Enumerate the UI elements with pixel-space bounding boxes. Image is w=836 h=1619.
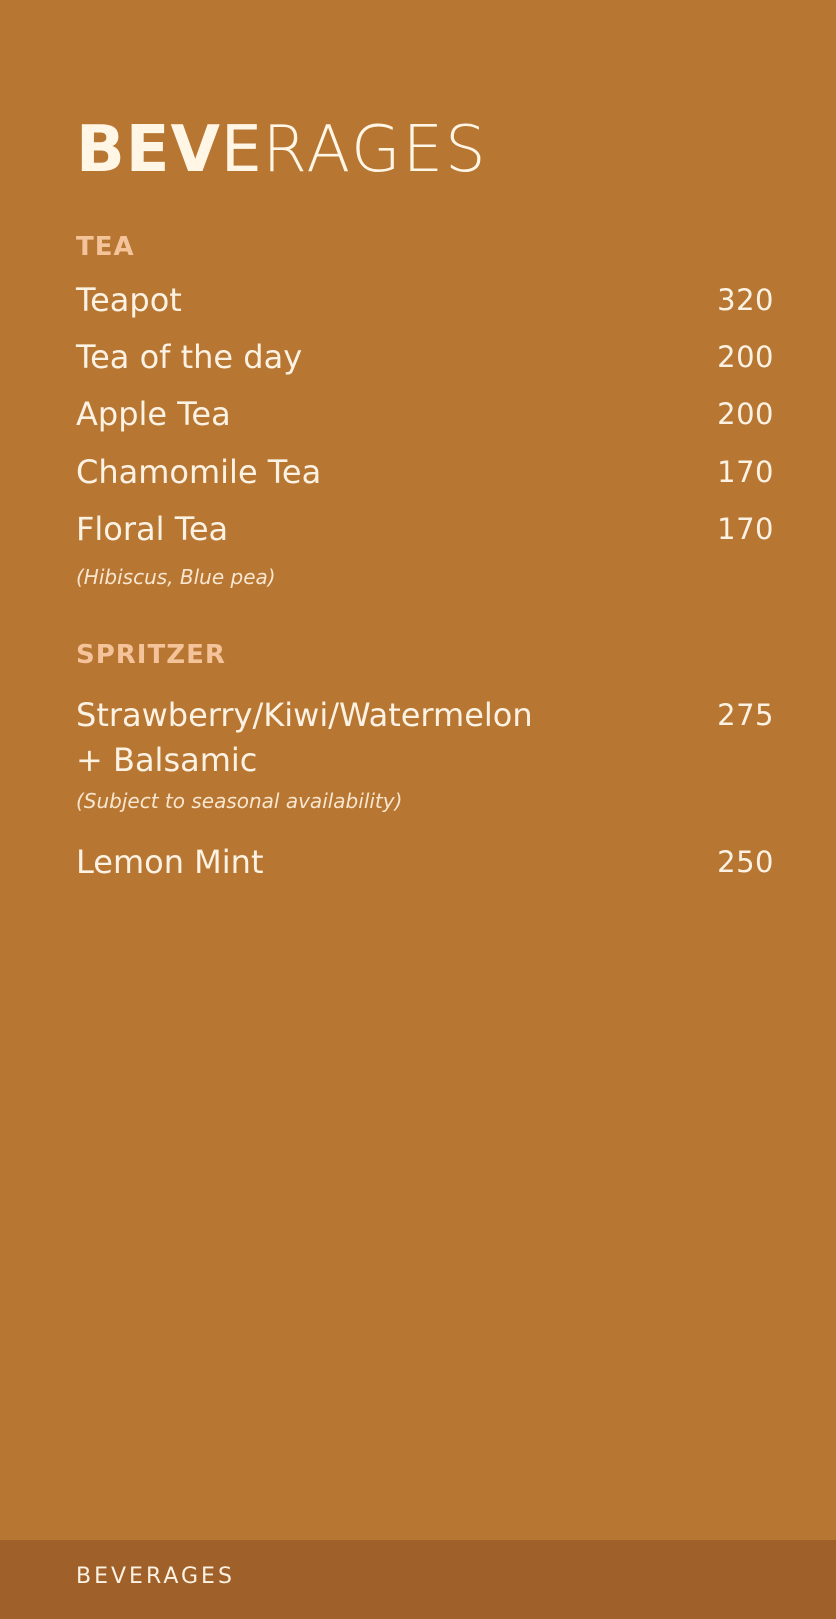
item-price: 275 [717,698,774,732]
item-name: Apple Tea [76,395,231,433]
item-price: 200 [717,340,774,374]
menu-item-strawberry-spritzer [76,693,774,783]
menu-item-lemon-mint [76,840,774,885]
item-note-floral-tea: (Hibiscus, Blue pea) [76,565,276,589]
menu-item-chamomile-tea [76,450,774,495]
page-title-part: BEV [76,113,222,187]
item-price: 320 [717,283,774,317]
item-name: Floral Tea [76,510,229,548]
section-heading-tea: TEA [76,232,135,262]
footer-label: BEVERAGES [76,1564,235,1589]
item-note-strawberry-spritzer: (Subject to seasonal availability) [76,789,403,813]
menu-item-tea-of-the-day [76,335,774,380]
item-name: Chamomile Tea [76,453,322,491]
item-name: Tea of the day [76,338,303,376]
item-name: Teapot [76,281,182,319]
menu-item-teapot [76,278,774,323]
section-heading-spritzer: SPRITZER [76,640,226,670]
item-name [76,693,533,783]
page-title-part: ES [402,113,488,187]
item-price: 200 [717,397,774,431]
item-name-line: + Balsamic [76,741,258,779]
menu-item-floral-tea [76,507,774,552]
item-price: 170 [717,455,774,489]
item-name: Lemon Mint [76,843,264,881]
item-name-line: Strawberry/Kiwi/Watermelon [76,696,533,734]
item-price: 250 [717,845,774,879]
item-price: 170 [717,512,774,546]
footer-bar [0,1540,836,1619]
menu-item-apple-tea [76,392,774,437]
page-title-part: E [221,113,263,187]
page-title-part: RAG [262,113,403,187]
page-title [76,113,488,187]
